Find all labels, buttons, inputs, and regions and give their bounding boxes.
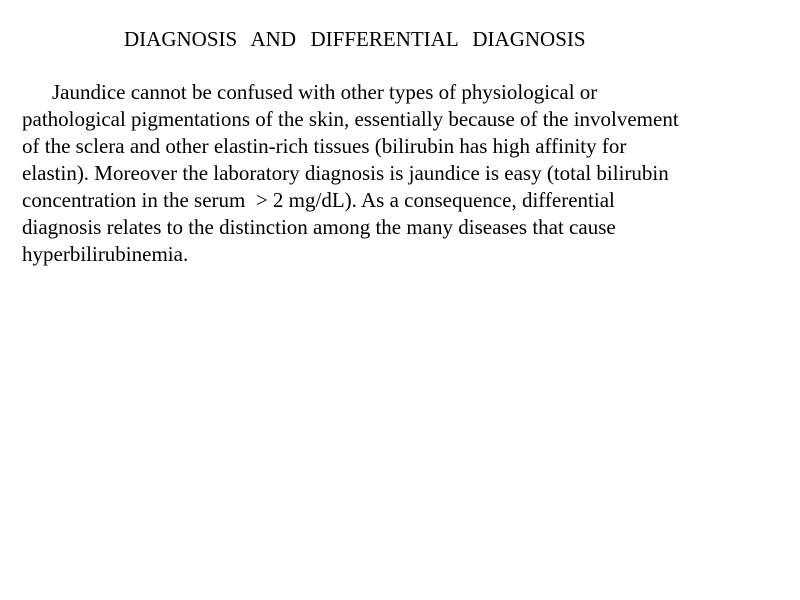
- paragraph-line: elastin). Moreover the laboratory diagnosis is jaundice is easy (total bilirubin: [22, 161, 669, 185]
- paragraph-line: of the sclera and other elastin-rich tissues (bilirubin has high affinity for: [22, 134, 627, 158]
- paragraph-line: Jaundice cannot be confused with other types of physiological or: [52, 80, 598, 104]
- paragraph-line: pathological pigmentations of the skin, essentially because of the involvement: [22, 107, 679, 131]
- paragraph-line: diagnosis relates to the distinction among the many diseases that cause: [22, 215, 616, 239]
- paragraph-line: concentration in the serum > 2 mg/dL). As a consequence, differential: [22, 188, 615, 212]
- page-title: DIAGNOSIS AND DIFFERENTIAL DIAGNOSIS: [124, 27, 586, 51]
- paragraph-line: hyperbilirubinemia.: [22, 242, 189, 266]
- body-paragraph: [22, 79, 792, 268]
